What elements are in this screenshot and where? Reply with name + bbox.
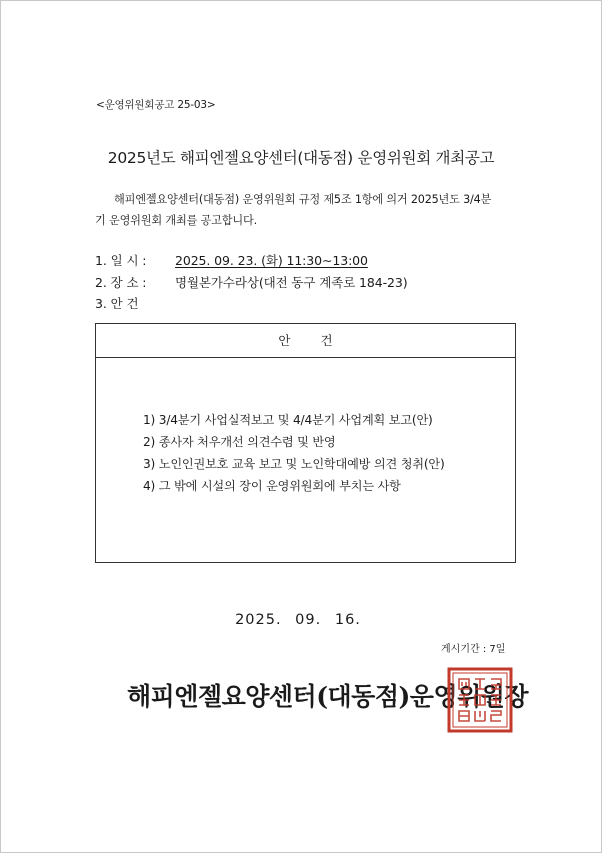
intro-line-1: 해피엔젤요양센터(대동점) 운영위원회 규정 제5조 1항에 의거 2025년도 3/4분 — [114, 193, 492, 206]
item-datetime — [95, 251, 368, 269]
item-location — [95, 273, 408, 291]
item-label: 1. 일 시 : — [95, 253, 147, 268]
item-label: 2. 장 소 : — [95, 275, 147, 290]
item-agenda — [95, 294, 175, 312]
agenda-box — [95, 323, 516, 563]
agenda-entry: 2) 종사자 처우개선 의견수렴 및 반영 — [143, 435, 336, 449]
official-seal-icon — [447, 667, 513, 733]
agenda-entry: 1) 3/4분기 사업실적보고 및 4/4분기 사업계획 보고(안) — [143, 413, 433, 427]
intro-line-2: 기 운영위원회 개최를 공고합니다. — [95, 214, 257, 227]
agenda-list — [143, 409, 445, 497]
intro-paragraph — [95, 189, 520, 231]
agenda-header: 안건 — [96, 324, 515, 358]
page-title: 2025년도 해피엔젤요양센터(대동점) 운영위원회 개최공고 — [107, 149, 495, 167]
item-value: 명월본가수라상(대전 동구 계족로 184-23) — [175, 275, 408, 290]
signer-name: 해피엔젤요양센터(대동점)운영위원장 — [127, 682, 529, 711]
announcement-date: 2025. 09. 16. — [235, 612, 361, 628]
notice-number: <운영위원회공고 25-03> — [96, 99, 216, 111]
posting-period: 게시기간 : 7일 — [441, 644, 506, 655]
item-value: 2025. 09. 23. (화) 11:30∼13:00 — [175, 253, 368, 268]
agenda-entry: 3) 노인인권보호 교육 보고 및 노인학대예방 의견 청취(안) — [143, 457, 445, 471]
item-label: 3. 안 건 — [95, 296, 139, 311]
agenda-entry: 4) 그 밖에 시설의 장이 운영위원회에 부치는 사항 — [143, 479, 401, 493]
